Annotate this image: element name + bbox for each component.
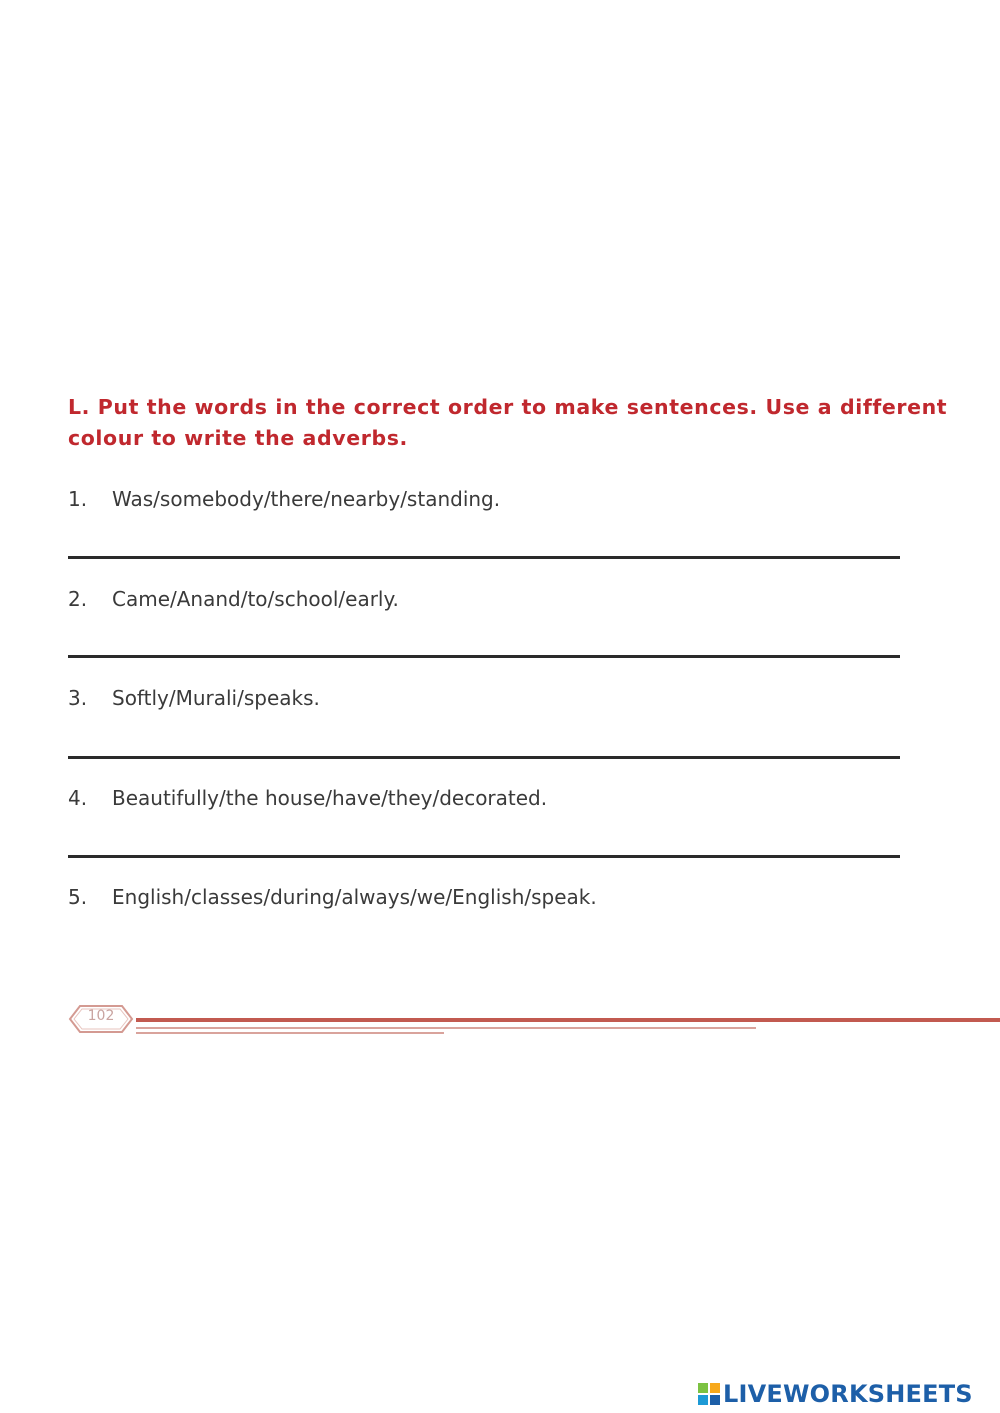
question-text: Softly/Murali/speaks. <box>112 686 320 710</box>
question-number: 3. <box>68 686 88 710</box>
question-3 <box>68 683 320 713</box>
question-number: 5. <box>68 885 88 909</box>
liveworksheets-logo <box>698 1378 973 1410</box>
question-text: Beautifully/the house/have/they/decorated. <box>112 786 548 810</box>
question-text: English/classes/during/always/we/English/speak. <box>112 885 597 909</box>
footer-rule-thin <box>136 1027 756 1029</box>
question-2 <box>68 584 399 614</box>
question-4 <box>68 783 547 813</box>
question-text: Came/Anand/to/school/early. <box>112 587 399 611</box>
answer-line-2[interactable] <box>68 655 900 658</box>
question-1 <box>68 484 500 514</box>
answer-line-3[interactable] <box>68 756 900 759</box>
question-text: Was/somebody/there/nearby/standing. <box>112 487 501 511</box>
page-footer <box>66 998 1000 1042</box>
watermark-text: LIVEWORKSHEETS <box>723 1380 973 1408</box>
exercise-instruction: L. Put the words in the correct order to make sentences. Use a different colour to write the adverbs. <box>68 395 948 450</box>
question-number: 4. <box>68 786 88 810</box>
question-5 <box>68 882 597 912</box>
page-number: 102 <box>87 1008 115 1024</box>
footer-rule <box>136 1018 1000 1022</box>
answer-line-1[interactable] <box>68 556 900 559</box>
answer-line-4[interactable] <box>68 855 900 858</box>
question-number: 2. <box>68 587 88 611</box>
question-number: 1. <box>68 487 88 511</box>
footer-rule-thin <box>136 1032 444 1034</box>
liveworksheets-mark-icon <box>698 1383 720 1405</box>
